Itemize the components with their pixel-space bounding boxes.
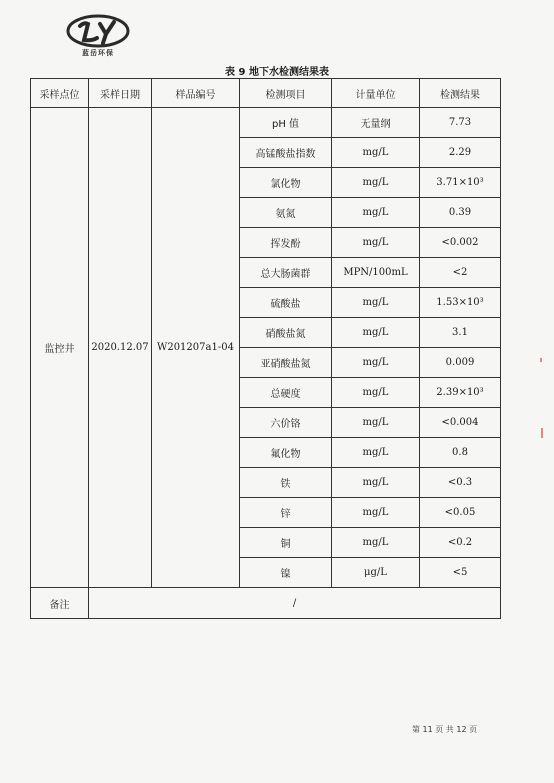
item-cell: 亚硝酸盐氮 xyxy=(240,348,332,378)
header-date: 采样日期 xyxy=(89,79,152,108)
unit-cell: mg/L xyxy=(332,318,420,348)
result-cell: <0.05 xyxy=(420,498,501,528)
item-cell: 镍 xyxy=(240,558,332,588)
unit-cell: MPN/100mL xyxy=(332,258,420,288)
remark-label: 备注 xyxy=(31,588,89,619)
page-footer: 第 11 页 共 12 页 xyxy=(412,725,478,734)
result-cell: 7.73 xyxy=(420,108,501,138)
scan-mark xyxy=(541,428,543,438)
unit-cell: mg/L xyxy=(332,498,420,528)
item-cell: 铁 xyxy=(240,468,332,498)
header-row xyxy=(31,79,501,108)
result-cell: <0.2 xyxy=(420,528,501,558)
unit-cell: mg/L xyxy=(332,168,420,198)
item-cell: 氨氮 xyxy=(240,198,332,228)
site-cell: 监控井 xyxy=(31,108,89,588)
unit-cell: mg/L xyxy=(332,348,420,378)
result-cell: <0.3 xyxy=(420,468,501,498)
header-item: 检测项目 xyxy=(240,79,332,108)
unit-cell: 无量纲 xyxy=(332,108,420,138)
header-result: 检测结果 xyxy=(420,79,501,108)
unit-cell: mg/L xyxy=(332,198,420,228)
unit-cell: mg/L xyxy=(332,468,420,498)
date-cell: 2020.12.07 xyxy=(89,108,152,588)
logo-text: 蓝岳环保 xyxy=(82,49,114,57)
result-cell: <2 xyxy=(420,258,501,288)
result-cell: 3.71×10³ xyxy=(420,168,501,198)
unit-cell: mg/L xyxy=(332,138,420,168)
item-cell: 高锰酸盐指数 xyxy=(240,138,332,168)
unit-cell: μg/L xyxy=(332,558,420,588)
item-cell: 总大肠菌群 xyxy=(240,258,332,288)
scan-mark xyxy=(540,358,542,362)
unit-cell: mg/L xyxy=(332,378,420,408)
result-cell: <0.004 xyxy=(420,408,501,438)
table-title: 表 9 地下水检测结果表 xyxy=(225,67,329,78)
remark-value: / xyxy=(89,588,501,619)
result-cell: 2.39×10³ xyxy=(420,378,501,408)
unit-cell: mg/L xyxy=(332,408,420,438)
item-cell: 铜 xyxy=(240,528,332,558)
item-cell: 氟化物 xyxy=(240,438,332,468)
unit-cell: mg/L xyxy=(332,288,420,318)
remark-row xyxy=(31,588,501,619)
item-cell: 氯化物 xyxy=(240,168,332,198)
result-cell: 2.29 xyxy=(420,138,501,168)
item-cell: 总硬度 xyxy=(240,378,332,408)
item-cell: 硫酸盐 xyxy=(240,288,332,318)
header-sample-id: 样品编号 xyxy=(152,79,240,108)
result-cell: <5 xyxy=(420,558,501,588)
header-unit: 计量单位 xyxy=(332,79,420,108)
item-cell: 锌 xyxy=(240,498,332,528)
result-cell: 0.009 xyxy=(420,348,501,378)
result-cell: 1.53×10³ xyxy=(420,288,501,318)
groundwater-results-table xyxy=(30,78,501,619)
item-cell: 挥发酚 xyxy=(240,228,332,258)
sample-id-cell: W201207a1-04 xyxy=(152,108,240,588)
unit-cell: mg/L xyxy=(332,228,420,258)
company-logo xyxy=(66,14,130,60)
unit-cell: mg/L xyxy=(332,438,420,468)
result-cell: 3.1 xyxy=(420,318,501,348)
result-cell: 0.8 xyxy=(420,438,501,468)
item-cell: pH 值 xyxy=(240,108,332,138)
header-site: 采样点位 xyxy=(31,79,89,108)
table-row xyxy=(31,108,501,138)
item-cell: 硝酸盐氮 xyxy=(240,318,332,348)
unit-cell: mg/L xyxy=(332,528,420,558)
result-cell: 0.39 xyxy=(420,198,501,228)
ly-logo-mark xyxy=(66,14,130,48)
item-cell: 六价铬 xyxy=(240,408,332,438)
result-cell: <0.002 xyxy=(420,228,501,258)
table-body xyxy=(31,108,501,619)
